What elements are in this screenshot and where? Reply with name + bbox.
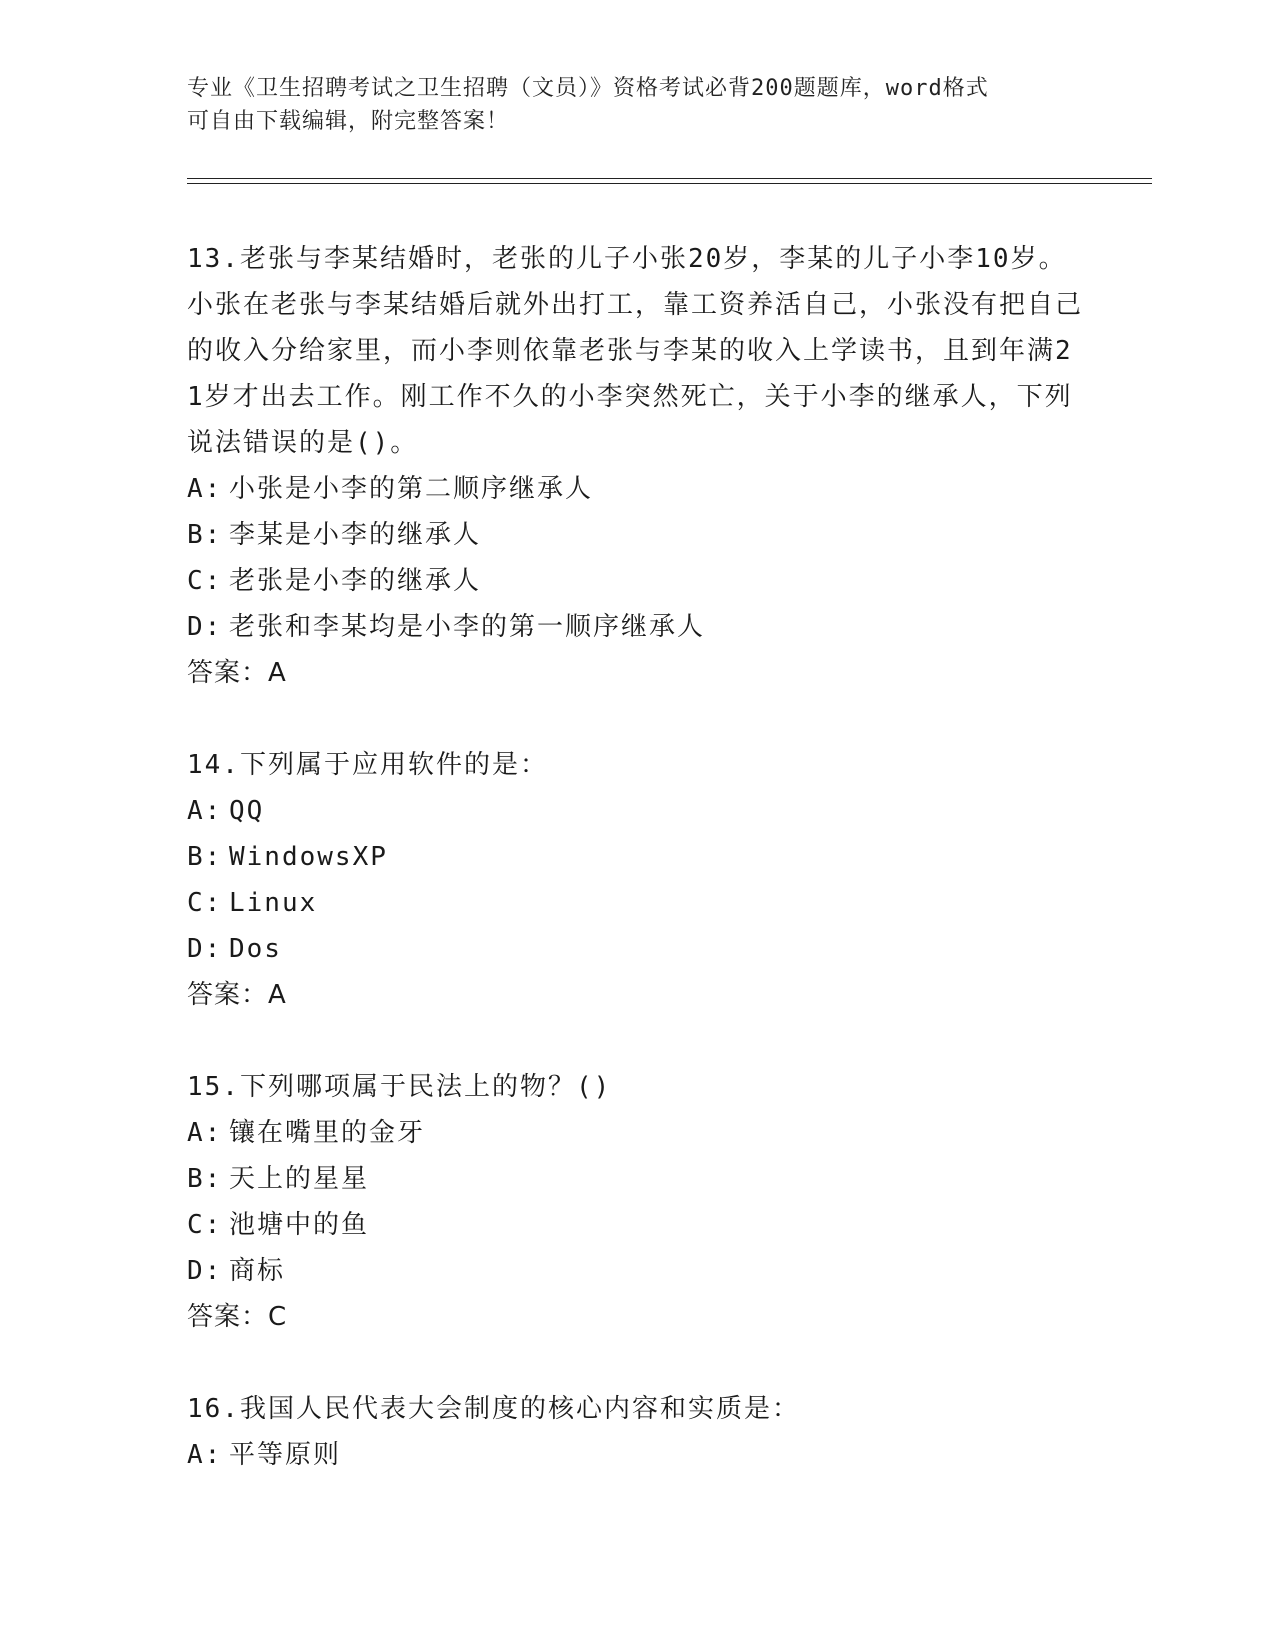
question-16 bbox=[187, 1386, 1087, 1478]
option-letter: B: bbox=[187, 1164, 223, 1194]
question-stem: 13.老张与李某结婚时，老张的儿子小张20岁，李某的儿子小李10岁。小张在老张与李某结婚后就外出打工，靠工资养活自己，小张没有把自己的收入分给家里，而小李则依靠老张与李某的收入上学读书，且到年满21岁才出去工作。刚工作不久的小李突然死亡，关于小李的继承人，下列说法错误的是()。 bbox=[187, 244, 1084, 458]
question-15 bbox=[187, 1064, 1087, 1340]
answer-line: 答案：A bbox=[187, 980, 287, 1010]
option-letter: A: bbox=[187, 1118, 223, 1148]
option-letter: C: bbox=[187, 888, 223, 918]
option-text: 李某是小李的继承人 bbox=[229, 520, 482, 550]
header-divider-bottom bbox=[187, 183, 1152, 184]
option-letter: A: bbox=[187, 474, 223, 504]
option-b bbox=[187, 1156, 1087, 1202]
question-list bbox=[187, 236, 1087, 1524]
option-text: Dos bbox=[229, 934, 282, 964]
question-stem: 14.下列属于应用软件的是： bbox=[187, 750, 548, 780]
option-letter: D: bbox=[187, 934, 223, 964]
answer-line: 答案：C bbox=[187, 1302, 288, 1332]
question-stem: 15.下列哪项属于民法上的物？() bbox=[187, 1072, 612, 1102]
option-a bbox=[187, 1110, 1087, 1156]
option-letter: A: bbox=[187, 1440, 223, 1470]
question-stem: 16.我国人民代表大会制度的核心内容和实质是： bbox=[187, 1394, 800, 1424]
option-d bbox=[187, 926, 1087, 972]
header-divider-top bbox=[187, 178, 1152, 179]
option-letter: A: bbox=[187, 796, 223, 826]
option-b bbox=[187, 834, 1087, 880]
option-text: Linux bbox=[229, 888, 318, 918]
option-text: 平等原则 bbox=[229, 1440, 342, 1470]
answer-line: 答案：A bbox=[187, 658, 287, 688]
option-text: 天上的星星 bbox=[229, 1164, 370, 1194]
option-text: 老张是小李的继承人 bbox=[229, 566, 482, 596]
option-letter: B: bbox=[187, 520, 223, 550]
option-text: 商标 bbox=[229, 1256, 286, 1286]
question-14 bbox=[187, 742, 1087, 1018]
header-title-line-2: 可自由下载编辑，附完整答案！ bbox=[187, 109, 510, 134]
option-text: 小张是小李的第二顺序继承人 bbox=[229, 474, 594, 504]
header-title-line-1: 专业《卫生招聘考试之卫生招聘（文员）》资格考试必背200题题库，word格式 bbox=[187, 76, 989, 101]
option-letter: C: bbox=[187, 1210, 223, 1240]
option-a bbox=[187, 1432, 1087, 1478]
option-text: 老张和李某均是小李的第一顺序继承人 bbox=[229, 612, 706, 642]
option-text: 池塘中的鱼 bbox=[229, 1210, 370, 1240]
option-letter: D: bbox=[187, 612, 223, 642]
option-a bbox=[187, 466, 1087, 512]
option-text: 镶在嘴里的金牙 bbox=[229, 1118, 426, 1148]
option-b bbox=[187, 512, 1087, 558]
option-d bbox=[187, 1248, 1087, 1294]
option-letter: C: bbox=[187, 566, 223, 596]
option-c bbox=[187, 1202, 1087, 1248]
option-d bbox=[187, 604, 1087, 650]
option-a bbox=[187, 788, 1087, 834]
option-text: WindowsXP bbox=[229, 842, 388, 872]
option-letter: B: bbox=[187, 842, 223, 872]
document-header bbox=[187, 72, 1087, 138]
option-c bbox=[187, 880, 1087, 926]
option-letter: D: bbox=[187, 1256, 223, 1286]
option-c bbox=[187, 558, 1087, 604]
option-text: QQ bbox=[229, 796, 265, 826]
question-13 bbox=[187, 236, 1087, 696]
